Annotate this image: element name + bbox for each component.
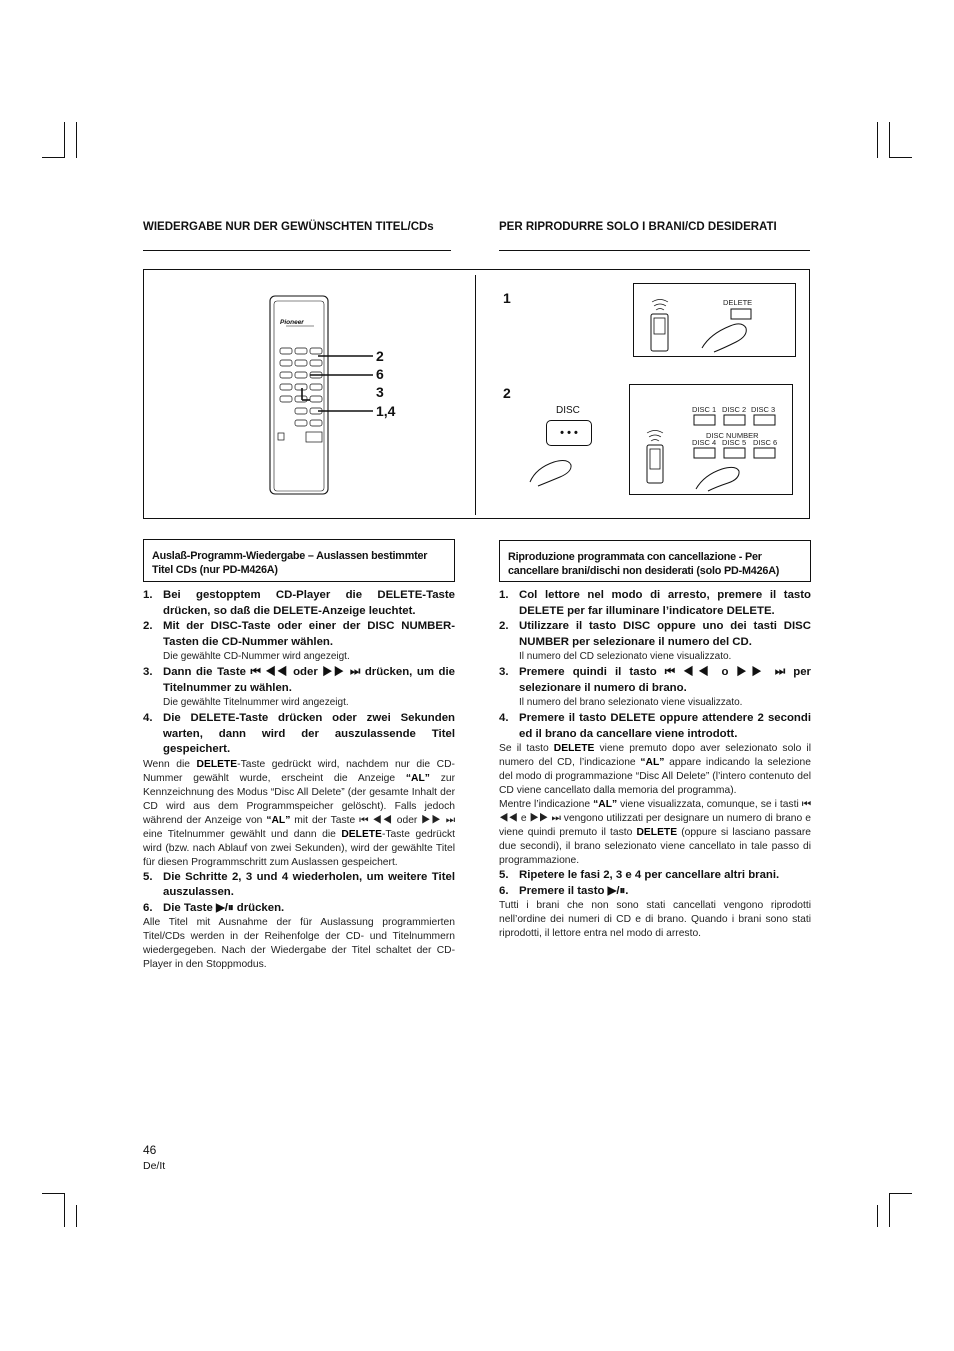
german-step-2: 2. Mit der DISC-Taste oder einer der DISC NUMBER-Tasten die CD-Nummer wählen. xyxy=(143,620,455,648)
disc-3-label: DISC 3 xyxy=(751,405,776,414)
italian-step-2-note: Il numero del CD selezionato viene visualizzato. xyxy=(519,651,732,662)
italian-step-6: 6. Premere il tasto ▶/⏸. xyxy=(499,884,629,897)
delete-button-label: DELETE xyxy=(723,298,753,307)
german-column xyxy=(143,588,455,972)
section-header-german: WIEDERGABE NUR DER GEWÜNSCHTEN TITEL/CDs xyxy=(143,221,434,233)
disc-6-label: DISC 6 xyxy=(753,438,778,447)
disc-4-label: DISC 4 xyxy=(692,438,717,447)
figure-step-2: 2 xyxy=(503,385,511,401)
german-step-2-note: Die gewählte CD-Nummer wird angezeigt. xyxy=(163,651,350,662)
german-step-3: 3. Dann die Taste ⏮ ◀◀ oder ▶▶ ⏭ drücken, um die Titelnummer zu wählen. xyxy=(143,666,455,694)
disc-press-finger xyxy=(526,448,586,488)
german-step-5: 5. Die Schritte 2, 3 und 4 wiederholen, um weitere Titel auszulassen. xyxy=(143,870,455,898)
italian-step-2: 2. Utilizzare il tasto DISC oppure uno dei tasti DISC NUMBER per selezionare il numero del CD. xyxy=(499,620,811,648)
italian-column xyxy=(499,588,811,941)
disc-button: • • • xyxy=(546,420,592,446)
delete-press-illustration xyxy=(640,292,790,356)
disc-label: DISC xyxy=(556,405,580,416)
italian-playback-note: Tutti i brani che non sono stati cancellati vengono riprodotti nell’ordine dei numeri di CD e di brano. Quando i brani sono stati riprodotti, il lettore entra nel modo di arresto. xyxy=(499,900,811,939)
german-step-3-note: Die gewählte Titelnummer wird angezeigt. xyxy=(163,697,349,708)
german-playback-note: Alle Titel mit Ausnahme der für Auslassung programmierten Titel/CDs werden in der Reihenfolge der CD- und Titelnummern wiedergegeben. Nach der Wiedergabe der Titel schaltet der CD-Player in den Stoppmodus. xyxy=(143,917,455,970)
italian-box-title-line1: Riproduzione programmata con cancellazione - Per xyxy=(508,551,762,563)
section-header-italian: PER RIPRODURRE SOLO I BRANI/CD DESIDERATI xyxy=(499,221,777,233)
disc-number-illustration xyxy=(630,385,792,493)
remote-control-illustration xyxy=(260,290,410,500)
italian-step-4: 4. Premere il tasto DELETE oppure attendere 2 secondi ed il brano da cancellare viene introdott. xyxy=(499,712,811,740)
german-step-1: 1. Bei gestopptem CD-Player die DELETE-Taste drücken, so daß die DELETE-Anzeige leuchtet. xyxy=(143,589,455,617)
svg-text:Pioneer: Pioneer xyxy=(280,319,304,326)
callout-3: 3 xyxy=(376,384,384,400)
italian-box-title-line2: cancellare brani/dischi non desiderati (solo PD-M426A) xyxy=(508,565,780,577)
header-rule-right xyxy=(499,250,810,251)
italian-delete-note: Se il tasto DELETE viene premuto dopo aver selezionato solo il numero del CD, l’indicazione “AL” appare indicando la selezione del modo di programmazione “Disc All Delete” (l’intero contenuto del CD viene cancellato dalla memoria del programma). xyxy=(499,743,811,796)
callout-6: 6 xyxy=(376,366,384,382)
disc-number-label: DISC NUMBER xyxy=(706,431,759,440)
german-box-title xyxy=(143,539,455,582)
german-step-6: 6. Die Taste ▶/⏸ drücken. xyxy=(143,901,285,914)
language-code: De/It xyxy=(143,1160,166,1172)
italian-step-5: 5. Ripetere le fasi 2, 3 e 4 per cancellare altri brani. xyxy=(499,869,780,881)
italian-al-note: Mentre l’indicazione “AL” viene visualizzata, comunque, se i tasti ⏮ ◀◀ e ▶▶ ⏭ vengono utilizzati per designare un numero di brano e viene quindi premuto il tasto DELETE (oppure si lasciano passare due secondi), il brano selezionato viene cancellato in tale passo di programmazione. xyxy=(499,799,811,866)
disc-5-label: DISC 5 xyxy=(722,438,747,447)
page-number: 46 xyxy=(143,1143,157,1157)
disc-1-label: DISC 1 xyxy=(692,405,717,414)
callout-2: 2 xyxy=(376,348,384,364)
figure-step-1: 1 xyxy=(503,290,511,306)
disc-2-label: DISC 2 xyxy=(722,405,747,414)
callout-1-4: 1,4 xyxy=(376,403,396,419)
figure-divider xyxy=(475,275,476,515)
italian-step-1: 1. Col lettore nel modo di arresto, premere il tasto DELETE per far illuminare l’indicatore DELETE. xyxy=(499,589,811,617)
header-rule-left xyxy=(143,250,451,251)
italian-step-3: 3. Premere quindi il tasto ⏮ ◀◀ o ▶▶ ⏭ per selezionare il numero di brano. xyxy=(499,666,811,694)
german-step-4: 4. Die DELETE-Taste drücken oder zwei Sekunden warten, dann wird der auszulassende Titel gespeichert. xyxy=(143,712,455,755)
italian-box-title xyxy=(499,540,811,582)
german-box-title-line2: Titel CDs (nur PD-M426A) xyxy=(152,564,278,576)
italian-step-3-note: Il numero del brano selezionato viene visualizzato. xyxy=(519,697,743,708)
german-box-title-line1: Auslaß-Programm-Wiedergabe – Auslassen bestimmter xyxy=(152,550,428,562)
german-delete-note: Wenn die DELETE-Taste gedrückt wird, nachdem nur die CD-Nummer gewählt wurde, erscheint die Anzeige “AL” zur Kennzeichnung des Modus “Disc All Delete” (der gesamte Inhalt der CD wird aus dem Programmspeicher gelöscht). Falls jedoch während der Anzeige von “AL” mit der Taste ⏮ ◀◀ oder ▶▶ ⏭ eine Titelnummer gewählt und dann die DELETE-Taste gedrückt wird (bzw. nach Ablauf von zwei Sekunden), wird der gewählte Titel für diesen Programmschritt zum Auslassen gespeichert. xyxy=(143,758,455,868)
